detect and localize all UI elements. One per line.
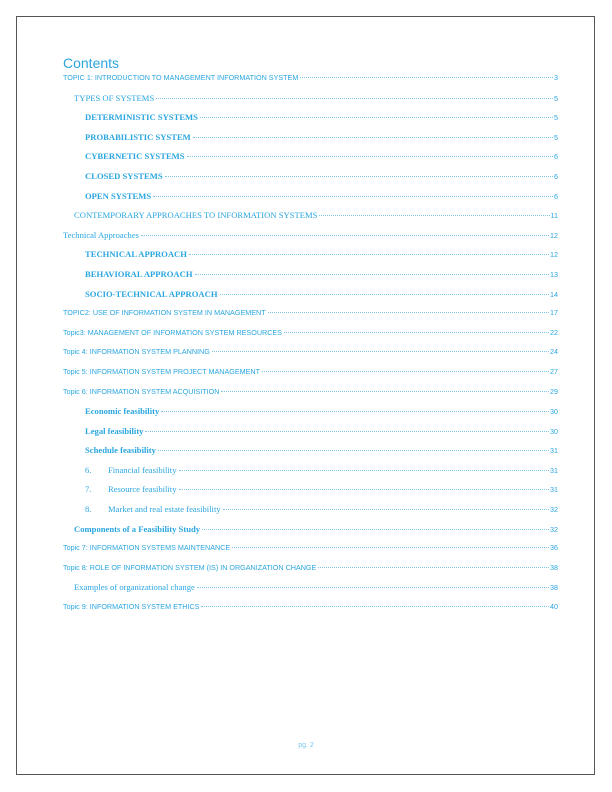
toc-entry-page: 31 — [550, 485, 558, 495]
dot-leader — [220, 294, 549, 295]
toc-entry-page: 30 — [550, 407, 558, 417]
dot-leader — [202, 529, 549, 530]
dot-leader — [161, 411, 549, 412]
dot-leader — [187, 156, 553, 157]
toc-entry-text: BEHAVIORAL APPROACH — [85, 268, 193, 279]
toc-entry-page: 29 — [550, 386, 558, 396]
toc-entry-text: Economic feasibility — [85, 406, 160, 417]
toc-entry-page: 6 — [554, 171, 558, 181]
toc-entry-page: 6 — [554, 152, 558, 162]
toc-entry-page: 5 — [554, 113, 558, 123]
toc-entry[interactable] — [63, 112, 558, 132]
toc-entry-text: TYPES OF SYSTEMS — [74, 92, 155, 103]
toc-entry-text: TOPIC2: USE OF INFORMATION SYSTEM IN MANAGEMENT — [63, 308, 266, 318]
toc-entry-text: Market and real estate feasibility — [108, 504, 221, 515]
dot-leader — [165, 176, 553, 177]
toc-entry-page: 30 — [550, 426, 558, 436]
toc-entry[interactable] — [63, 73, 558, 93]
toc-entry-page: 5 — [554, 132, 558, 142]
toc-entry-page: 12 — [550, 250, 558, 260]
dot-leader — [179, 489, 550, 490]
toc-entry-text: Topic 5: INFORMATION SYSTEM PROJECT MANAGEMENT — [63, 366, 261, 376]
toc-entry-page: 38 — [550, 583, 558, 593]
toc-entry[interactable] — [63, 582, 558, 602]
toc-entry[interactable] — [63, 445, 558, 465]
toc-entry-page: 32 — [550, 505, 558, 515]
dot-leader — [284, 332, 549, 333]
toc-entry-page: 36 — [550, 543, 558, 553]
toc-entry-text: CYBERNETIC SYSTEMS — [85, 151, 185, 162]
toc-entry[interactable] — [63, 504, 558, 524]
toc-entry-page: 27 — [550, 366, 558, 376]
toc-entry-text: OPEN SYSTEMS — [85, 190, 152, 201]
toc-entry-text: SOCIO-TECHNICAL APPROACH — [85, 288, 218, 299]
dot-leader — [319, 215, 549, 216]
dot-leader — [145, 431, 549, 432]
toc-entry-text: Resource feasibility — [108, 484, 177, 495]
toc-entry[interactable] — [63, 524, 558, 544]
toc-entry-text: Topic 7: INFORMATION SYSTEMS MAINTENANCE — [63, 543, 231, 553]
toc-entry[interactable] — [63, 347, 558, 367]
dot-leader — [153, 196, 553, 197]
dot-leader — [223, 509, 549, 510]
toc-entry-text: Technical Approaches — [63, 229, 139, 240]
toc-entry-number: 8. — [85, 504, 92, 515]
dot-leader — [193, 137, 553, 138]
toc-entry-page: 5 — [554, 93, 558, 103]
toc-entry-text: TOPIC 1: INTRODUCTION TO MANAGEMENT INFORMATION SYSTEM — [63, 73, 299, 82]
toc-entry-page: 12 — [550, 230, 558, 240]
toc-entry-text: DETERMINISTIC SYSTEMS — [85, 112, 198, 123]
dot-leader — [262, 371, 549, 372]
toc-entry-page: 32 — [550, 524, 558, 534]
toc-entry-page: 13 — [550, 269, 558, 279]
toc-entry[interactable] — [63, 465, 558, 485]
toc-entry-text: Topic3: MANAGEMENT OF INFORMATION SYSTEM RESOURCES — [63, 327, 282, 337]
page-number-footer: pg. 2 — [298, 742, 314, 749]
toc-entry-page: 24 — [550, 347, 558, 357]
toc-entry-page: 22 — [550, 327, 558, 337]
toc-entry[interactable] — [63, 93, 558, 113]
dot-leader — [300, 77, 553, 78]
toc-entry-text: Topic 8: ROLE OF INFORMATION SYSTEM (IS) IN ORGANIZATION CHANGE — [63, 562, 317, 572]
toc-entry-text: CLOSED SYSTEMS — [85, 170, 163, 181]
toc-entry-page: 3 — [554, 73, 558, 82]
toc-entry-page: 38 — [550, 562, 558, 572]
toc-entry-page: 40 — [550, 602, 558, 612]
toc-entry[interactable] — [63, 563, 558, 583]
toc-entry[interactable] — [63, 328, 558, 348]
toc-entry-page: 31 — [550, 446, 558, 456]
toc-entry-text: Examples of organizational change — [74, 582, 195, 593]
toc-entry-page: 17 — [550, 308, 558, 318]
toc-entry[interactable] — [63, 191, 558, 211]
toc-entry[interactable] — [63, 171, 558, 191]
toc-entry[interactable] — [63, 249, 558, 269]
dot-leader — [189, 254, 549, 255]
toc-entry[interactable] — [63, 132, 558, 152]
toc-entry-text: PROBABILISTIC SYSTEM — [85, 131, 191, 142]
toc-entry[interactable] — [63, 426, 558, 446]
dot-leader — [195, 274, 549, 275]
toc-entry-page: 31 — [550, 465, 558, 475]
toc-entry[interactable] — [63, 602, 558, 622]
dot-leader — [179, 470, 550, 471]
dot-leader — [156, 98, 553, 99]
toc-entry-page: 6 — [554, 191, 558, 201]
toc-entry[interactable] — [63, 289, 558, 309]
toc-entry-number: 7. — [85, 484, 92, 495]
toc-entry[interactable] — [63, 210, 558, 230]
toc-entry-text: Topic 6: INFORMATION SYSTEM ACQUISITION — [63, 386, 220, 396]
toc-entry[interactable] — [63, 406, 558, 426]
toc-entry[interactable] — [63, 484, 558, 504]
toc-title: Contents — [63, 55, 120, 71]
dot-leader — [232, 547, 549, 548]
toc-entry[interactable] — [63, 151, 558, 171]
dot-leader — [201, 606, 549, 607]
toc-entry-text: Schedule feasibility — [85, 445, 156, 456]
toc-entry-text: Financial feasibility — [108, 464, 177, 475]
toc-entry-text: Topic 4: INFORMATION SYSTEM PLANNING — [63, 347, 210, 357]
dot-leader — [200, 117, 553, 118]
toc-entry-number: 6. — [85, 464, 92, 475]
toc-entry-text: CONTEMPORARY APPROACHES TO INFORMATION SYSTEMS — [74, 210, 318, 221]
toc-entry[interactable] — [63, 387, 558, 407]
toc-entry-page: 11 — [550, 211, 558, 221]
toc-entry[interactable] — [63, 308, 558, 328]
dot-leader — [221, 391, 549, 392]
dot-leader — [158, 450, 549, 451]
toc-entry[interactable] — [63, 543, 558, 563]
toc-entry-page: 14 — [550, 289, 558, 299]
toc-entry-text: Topic 9: INFORMATION SYSTEM ETHICS — [63, 602, 200, 612]
toc-entry[interactable] — [63, 367, 558, 387]
toc-entry-text: TECHNICAL APPROACH — [85, 249, 187, 260]
toc-entry[interactable] — [63, 269, 558, 289]
dot-leader — [318, 567, 549, 568]
dot-leader — [141, 235, 549, 236]
dot-leader — [197, 587, 549, 588]
dot-leader — [212, 351, 549, 352]
table-of-contents — [63, 73, 558, 622]
toc-entry-text: Components of a Feasibility Study — [74, 523, 201, 534]
dot-leader — [268, 312, 549, 313]
toc-entry-text: Legal feasibility — [85, 425, 144, 436]
toc-entry[interactable] — [63, 230, 558, 250]
